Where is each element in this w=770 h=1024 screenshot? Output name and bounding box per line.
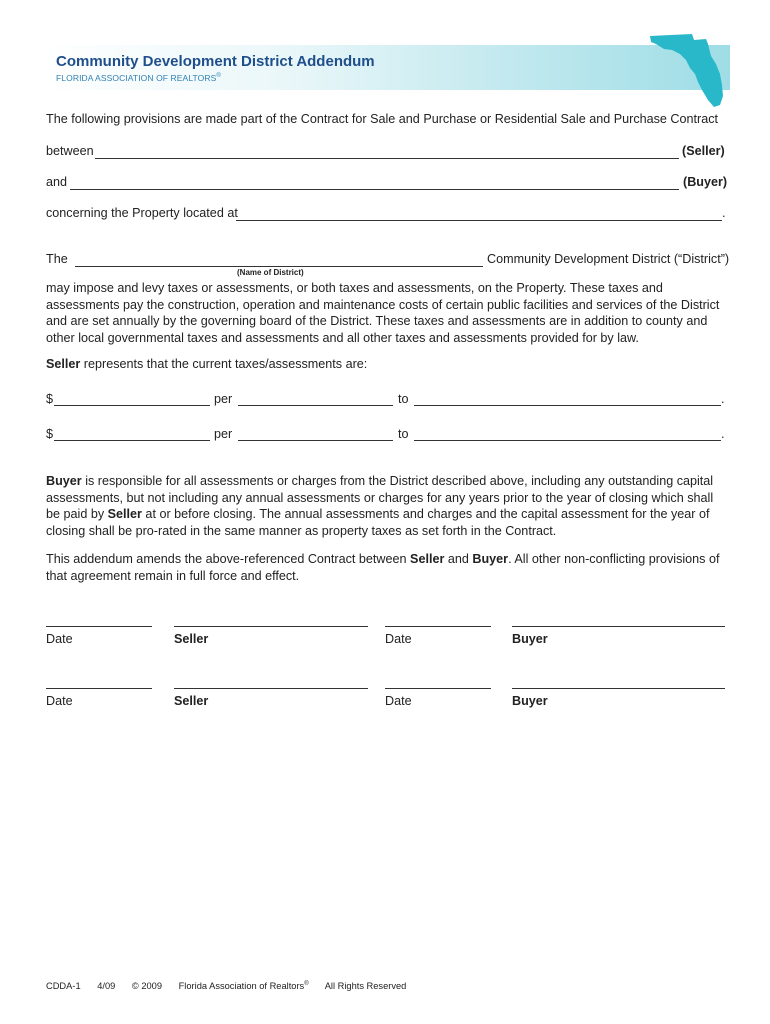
district-name-field[interactable]	[75, 266, 483, 267]
buyer-date-field-2[interactable]	[385, 688, 491, 689]
p2-bold-seller: Seller	[107, 507, 142, 521]
addendum-amends-paragraph	[46, 551, 730, 584]
footer-org-name: Florida Association of Realtors	[178, 981, 305, 992]
between-label: between	[46, 144, 94, 158]
assessment-payee-field-2[interactable]	[414, 440, 721, 441]
footer-form-id: CDDA-1	[46, 981, 81, 992]
p2-text-1: is responsible for all assessments or charges from the District described above, including any outstanding capital assessments, but not including any annual assessments or charges for any years prior to the year of closing which shall be paid by	[46, 474, 714, 521]
assessment-payee-field-1[interactable]	[414, 405, 721, 406]
property-address-field[interactable]	[236, 220, 722, 221]
intro-text: The following provisions are made part of the Contract for Sale and Purchase or Residential Sale and Purchase Contract	[46, 112, 719, 126]
footer	[46, 981, 420, 991]
p3-text-1: This addendum amends the above-referenced Contract between	[46, 552, 411, 566]
footer-registered-mark: ®	[304, 981, 309, 987]
signature-buyer-label-2: Buyer	[512, 694, 548, 708]
and-label: and	[46, 175, 68, 189]
buyer-role-label: (Buyer)	[683, 175, 728, 189]
buyer-signature-field-2[interactable]	[512, 688, 725, 689]
subtitle-registered-mark: ®	[216, 73, 221, 80]
footer-copyright: © 2009	[131, 981, 163, 992]
assessment-end-2: .	[721, 427, 725, 441]
signature-date2-label-1: Date	[385, 632, 412, 646]
district-suffix: Community Development District (“District”)	[487, 252, 730, 266]
footer-rights: All Rights Reserved	[324, 981, 407, 992]
header-banner	[44, 45, 730, 90]
signature-seller-label-1: Seller	[174, 632, 209, 646]
assessment-to-1: to	[398, 392, 409, 406]
the-label: The	[46, 252, 68, 266]
signature-date-field-1[interactable]	[46, 626, 152, 627]
p3-bold-seller: Seller	[410, 552, 445, 566]
seller-signature-field-2[interactable]	[174, 688, 368, 689]
assessment-to-2: to	[398, 427, 409, 441]
subtitle-text: FLORIDA ASSOCIATION OF REALTORS	[56, 73, 217, 83]
p3-bold-buyer: Buyer	[472, 552, 509, 566]
property-label: concerning the Property located at	[46, 206, 238, 220]
seller-role-label: (Seller)	[682, 144, 725, 158]
district-description-paragraph: may impose and levy taxes or assessments, or both taxes and assessments, on the Property. These taxes and assessments pay the construction, operation and maintenance costs of certain public facilities and services of the District and are set annually by the governing board of the District. These taxes and assessments are in addition to county and other local governmental taxes and assessments and all other taxes and assessments provided for by law.	[46, 281, 720, 345]
buyer-name-field[interactable]	[70, 189, 679, 190]
buyer-responsibility-paragraph	[46, 473, 730, 539]
florida-map-icon	[648, 30, 730, 110]
seller-signature-field-1[interactable]	[174, 626, 368, 627]
property-period: .	[722, 206, 726, 220]
p2-bold-buyer: Buyer	[46, 474, 82, 488]
assessment-per-1: per	[214, 392, 233, 406]
assessment-per-2: per	[214, 427, 233, 441]
seller-name-field[interactable]	[95, 158, 679, 159]
form-subtitle	[56, 73, 221, 83]
p3-text-2: and	[444, 552, 473, 566]
district-name-caption: (Name of District)	[237, 268, 304, 277]
assessment-end-1: .	[721, 392, 725, 406]
assessment-amount-field-2[interactable]	[54, 440, 210, 441]
assessment-period-field-2[interactable]	[238, 440, 393, 441]
buyer-date-field-1[interactable]	[385, 626, 491, 627]
signature-date-label-1: Date	[46, 632, 73, 646]
signature-date2-label-2: Date	[385, 694, 412, 708]
assessment-dollar-1: $	[46, 392, 54, 406]
assessment-amount-field-1[interactable]	[54, 405, 210, 406]
assessment-period-field-1[interactable]	[238, 405, 393, 406]
footer-revision: 4/09	[97, 981, 116, 992]
assessment-dollar-2: $	[46, 427, 54, 441]
seller-represents-text	[46, 357, 367, 371]
signature-date-label-2: Date	[46, 694, 73, 708]
signature-buyer-label-1: Buyer	[512, 632, 548, 646]
seller-represents-bold: Seller	[46, 357, 81, 371]
p2-text-2: at or before closing. The annual assessments and charges and the capital assessment for the year of closing shall be pro-rated in the same manner as property taxes as set forth in the Contract.	[46, 507, 710, 538]
footer-org	[179, 981, 309, 991]
buyer-signature-field-1[interactable]	[512, 626, 725, 627]
form-title: Community Development District Addendum	[56, 53, 375, 70]
p3-text-3: . All other non-conflicting provisions of that agreement remain in full force and effect.	[46, 552, 720, 583]
signature-seller-label-2: Seller	[174, 694, 209, 708]
seller-represents-rest: represents that the current taxes/assessments are:	[80, 357, 368, 371]
signature-date-field-2[interactable]	[46, 688, 152, 689]
